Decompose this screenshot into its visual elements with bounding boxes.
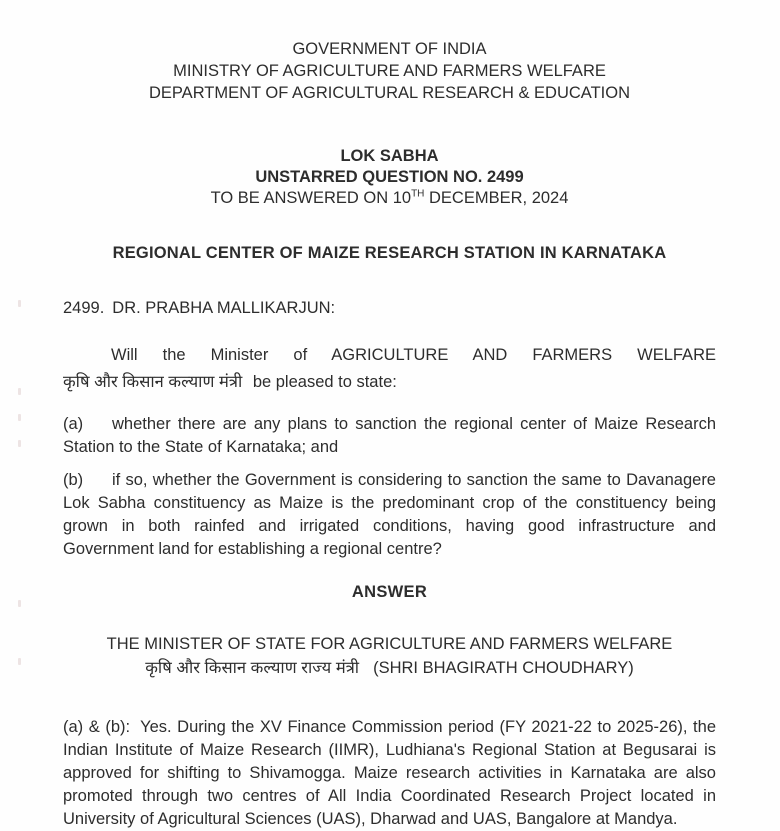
house-title: LOK SABHA [340,147,439,165]
member-name: DR. PRABHA MALLIKARJUN: [112,299,336,317]
member-question-number: 2499. [63,299,105,317]
answer-parts-label: (a) & (b): [63,717,131,736]
part-a-label: (a) [63,414,84,433]
minister-block [63,632,716,680]
answer-date-suffix: DECEMBER, 2024 [429,189,569,207]
intro-english-lead: Will the Minister of AGRICULTURE AND FARMERS WELFARE [111,346,716,364]
minister-title: THE MINISTER OF STATE FOR AGRICULTURE AND FARMERS WELFARE [106,634,673,653]
minister-title-hindi: कृषि और किसान कल्याण राज्य मंत्री [145,658,360,677]
scan-artifact [18,300,21,307]
question-header-block [63,146,716,209]
part-a-text: whether there are any plans to sanction the regional center of Maize Research Station to the State of Karnataka; and [63,414,716,456]
minister-name-line [63,656,716,680]
ordinal-superscript: TH [411,188,425,200]
answer-date-prefix: TO BE ANSWERED ON 10 [210,189,412,207]
answer-paragraph [63,716,716,831]
subject-title: REGIONAL CENTER OF MAIZE RESEARCH STATION IN KARNATAKA [112,244,667,262]
scan-artifact [18,414,21,421]
question-intro [63,342,716,396]
intro-english-tail: be pleased to state: [252,373,397,391]
answer-date-line [63,188,716,209]
part-b-text: if so, whether the Government is considering to sanction the same to Davanagere Lok Sabha constituency as Maize is the predominant crop of the constituency being grown in both rainfed and irrigated conditions, having good infrastructure and Government land for establishing a regional centre? [63,470,716,558]
scan-artifact [18,388,21,395]
intro-hindi-text: कृषि और किसान कल्याण मंत्री [63,373,243,391]
gov-header-line-2: MINISTRY OF AGRICULTURE AND FARMERS WELFARE [173,62,606,80]
question-number-line: UNSTARRED QUESTION NO. 2499 [255,168,524,186]
question-part-b [63,469,716,561]
scan-artifact [18,440,21,447]
scan-artifact [18,658,21,665]
minister-name: (SHRI BHAGIRATH CHOUDHARY) [373,658,634,677]
scan-artifact [18,600,21,607]
gov-header-line-3: DEPARTMENT OF AGRICULTURAL RESEARCH & EDUCATION [148,84,630,102]
question-part-a [63,413,716,459]
answer-body-text: Yes. During the XV Finance Commission period (FY 2021-22 to 2025-26), the Indian Institute of Maize Research (IIMR), Ludhiana's Regional Station at Begusarai is approved for shifting to Shivamogga. Maize research activities in Karnataka are also promoted through two centres of All India Coordinated Research Project located in University of Agricultural Sciences (UAS), Dharwad and UAS, Bangalore at Mandya. [63,717,716,828]
member-line [63,297,716,320]
part-b-label: (b) [63,470,84,489]
government-header [63,38,716,104]
gov-header-line-1: GOVERNMENT OF INDIA [292,40,487,58]
answer-heading: ANSWER [351,582,428,601]
